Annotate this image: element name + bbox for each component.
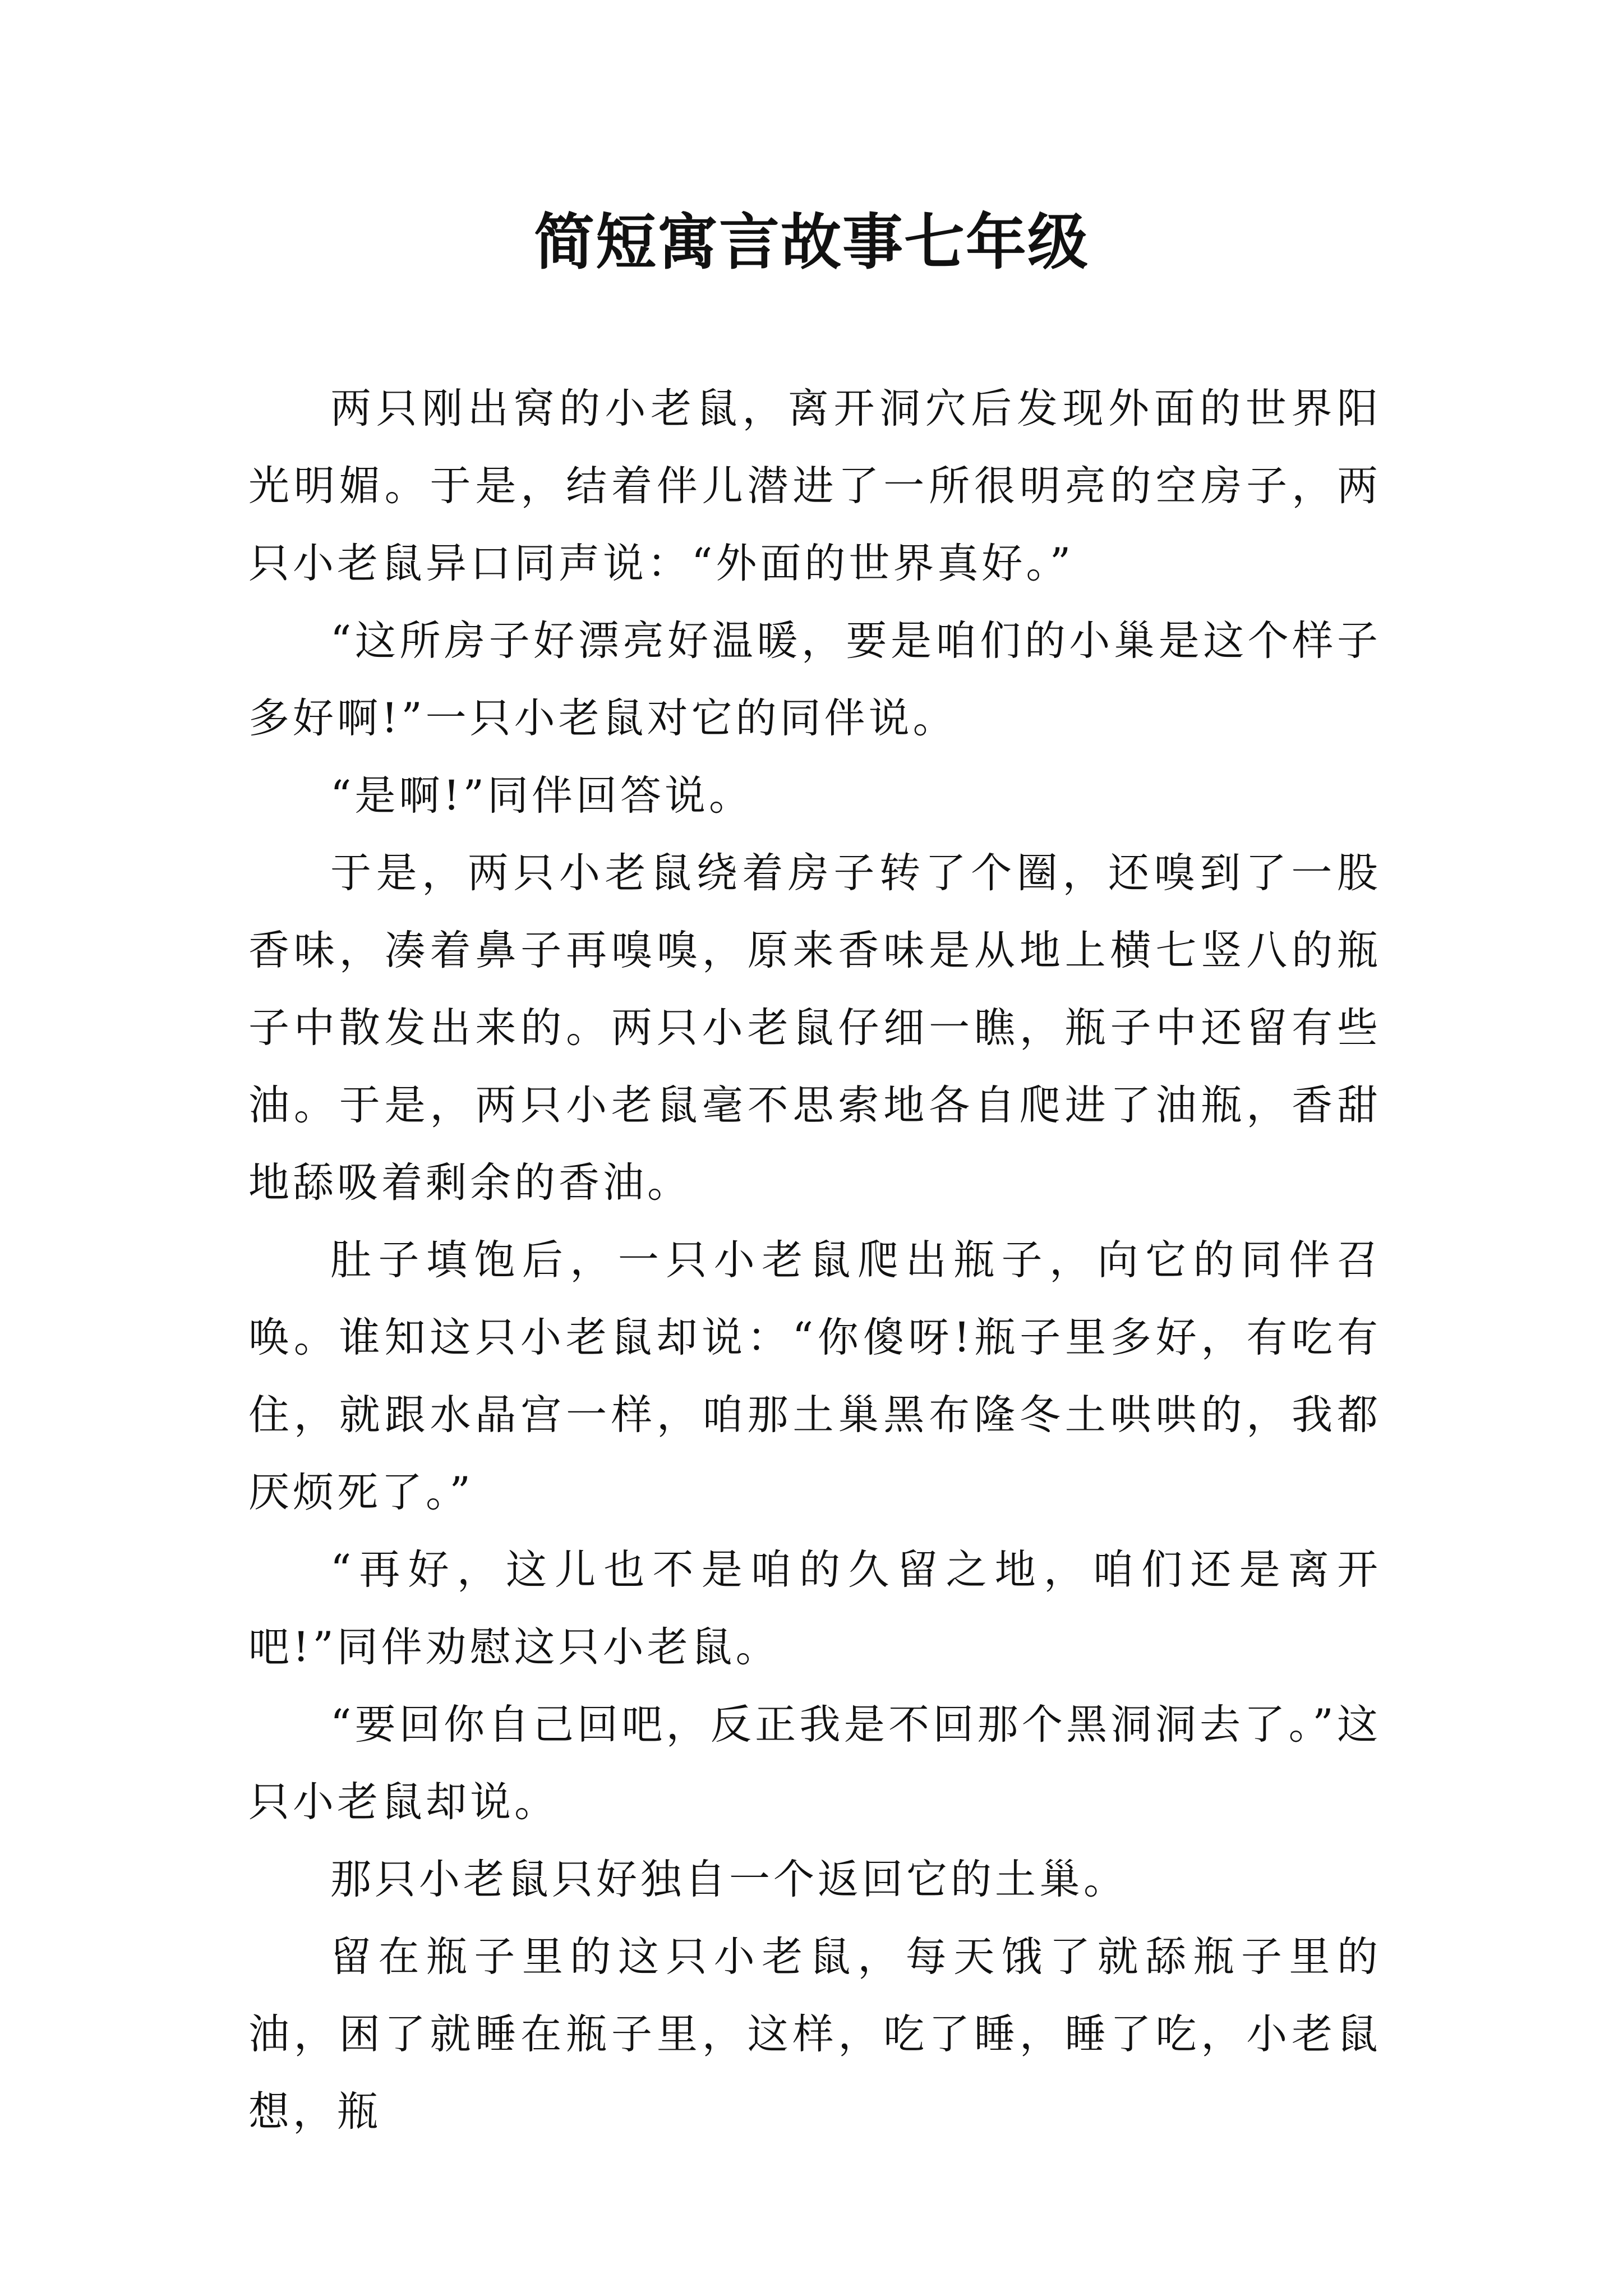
paragraph-2: “这所房子好漂亮好温暖，要是咱们的小巢是这个样子多好啊!”一只小老鼠对它的同伴说。 bbox=[248, 617, 1381, 742]
document-title: 简短寓言故事七年级 bbox=[533, 207, 1089, 278]
paragraph-8: 那只小老鼠只好独自一个返回它的土巢。 bbox=[330, 1856, 1128, 1903]
document-body bbox=[248, 370, 1381, 2151]
paragraph-7: “要回你自己回吧，反正我是不回那个黑洞洞去了。”这只小老鼠却说。 bbox=[248, 1701, 1381, 1826]
paragraph-3: “是啊!”同伴回答说。 bbox=[330, 772, 753, 820]
paragraph-6: “再好，这儿也不是咱的久留之地，咱们还是离开吧!”同伴劝慰这只小老鼠。 bbox=[248, 1546, 1381, 1671]
paragraph-4: 于是，两只小老鼠绕着房子转了个圈，还嗅到了一股香味，凑着鼻子再嗅嗅，原来香味是从地上横七竖八的瓶子中散发出来的。两只小老鼠仔细一瞧，瓶子中还留有些油。于是，两只小老鼠毫不思索地各自爬进了油瓶，香甜地舔吸着剩余的香油。 bbox=[248, 849, 1381, 1207]
paragraph-1: 两只刚出窝的小老鼠，离开洞穴后发现外面的世界阳光明媚。于是，结着伴儿潜进了一所很明亮的空房子，两只小老鼠异口同声说：“外面的世界真好。” bbox=[248, 385, 1381, 587]
paragraph-9: 留在瓶子里的这只小老鼠，每天饿了就舔瓶子里的油，困了就睡在瓶子里，这样，吃了睡，睡了吃，小老鼠想，瓶 bbox=[248, 1933, 1381, 2136]
paragraph-5: 肚子填饱后，一只小老鼠爬出瓶子，向它的同伴召唤。谁知这只小老鼠却说：“你傻呀!瓶子里多好，有吃有住，就跟水晶宫一样，咱那土巢黑布隆冬土哄哄的，我都厌烦死了。” bbox=[248, 1236, 1381, 1516]
